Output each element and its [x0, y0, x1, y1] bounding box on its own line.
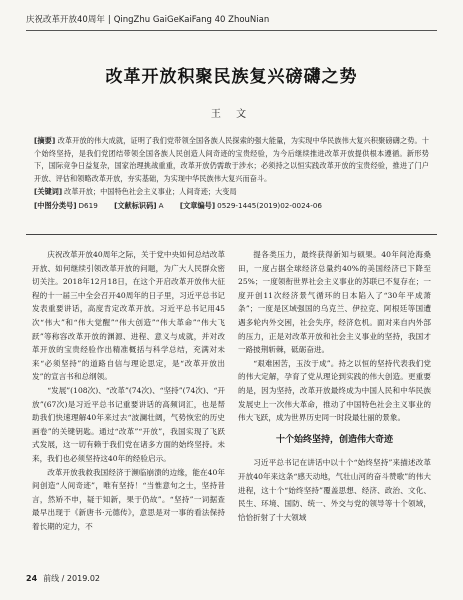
journal-issue: 前线 / 2019.02 [43, 574, 101, 583]
abstract-divider [26, 234, 437, 235]
paragraph: “艰难困苦，玉汝于成”。持之以恒的坚持代表我们党的伟大定解，孕育了党从理论到实践的伟大创造。更重要的是，因为坚持，改革开放最终成为中国人民和中华民族发展史上一次伟大革命，推动了中国特色社会主义事业的伟大飞跃，成为世界历史同一时段最壮丽的景象。 [238, 358, 431, 423]
article-author: 王 文 [210, 109, 253, 120]
article-title: 改革开放积聚民族复兴磅礴之势 [105, 67, 358, 87]
paragraph: 习近平总书记在讲话中以十个“始终坚持”来描述改革开放40年来这条“感天动地，气壮山河的奋斗赞歌”的伟大进程，这十个“始终坚持”覆盖思想、经济、政治、文化、民生、环境、国防、统一、外交与党的领导等十个领域，恰恰折射了十大领域 [238, 458, 431, 522]
abstract [34, 135, 429, 185]
doc-code: A [158, 200, 164, 210]
classification-row [34, 200, 429, 213]
article-id: 0529-1445(2019)02-0024-06 [217, 200, 322, 210]
column-pinyin: QingZhu GaiGeKaiFang 40 ZhouNian [113, 15, 270, 25]
paragraph: 庆祝改革开放40周年之际，关于党中央如何总结改革开放、如何继续引领改革开放的问题，为广大人民群众密切关注。2018年12月18日，在这个开启改革开放伟大征程的十一届三中全会召开40周年的日子里，习近平总书记发表重要讲话，高度肯定改革开放。习近平总书记用45次“伟大”和“伟大觉醒”“伟大创造”“伟大革命”“伟大飞跃”等称容改革开放的渊源、进程、意义与成就，并对改革开放的宝贵经验作出精准概括与科学总结，充满对未来“必须坚持”的道路自信与理论思定，是“改革开放出发”的宣言书和总纲领。 [32, 250, 225, 382]
paragraph: “发展”(108次)、“改革”(74次)、“坚持”(74次)、“开放”(67次)是习近平总书记重要讲话的高频词汇，也是帮助我们快速理解40年来过去“波澜壮阔，气势恢宏的历史画卷”的关键钥匙。通过“改革”“开放”，我国实现了飞跃式发展，这一切有赖于我们党在诸多方面的始终坚持。未来，我们也必须坚持这40年的经验启示。 [32, 385, 225, 463]
header-separator: | [107, 15, 111, 25]
body-column-left [32, 248, 225, 533]
abstract-label: [摘要] [34, 136, 56, 145]
keywords-row [34, 186, 429, 199]
clc-number: D619 [78, 200, 98, 210]
abstract-text: 改革开放的伟大成就，证明了我们党带领全国各族人民探索的强大能量，为实现中华民族伟大复兴积聚磅礴之势。十个始终坚持，是我们党团结带领全国各族人民创造人间奇迹的宝贵经验，为今后继续推进改革开放提供根本遵循。新形势下，国际竞争日益复杂，国家治理挑战重重，改革开放仍需敢于涉水；必须持之以恒实践改革开放的宝贵经验，推进了门户开放、评估和领略改革开放，夯实基础，为实现中华民族伟大复兴而奋斗。 [34, 136, 429, 183]
section-heading: 十个始终坚持，创造伟大奇迹 [275, 434, 393, 445]
body-column-right [238, 248, 431, 524]
keywords-label: [关键词] [34, 187, 63, 197]
page-number: 24 [26, 574, 38, 583]
page-footer [26, 573, 100, 584]
abstract-block [34, 135, 429, 213]
doc-code-label: [文献标识码] [114, 200, 157, 210]
running-header [26, 10, 437, 31]
article-id-label: [文章编号] [179, 200, 216, 210]
keywords: 改革开放；中国特色社会主义事业；人间奇迹；大变局 [64, 187, 237, 197]
paragraph: 改革开放我救我国经济于濒临崩溃的边缘，能在40年间创造“人间奇迹”，唯有坚持！“当惟意句之士，坚持昔言，然矫不申，疑于知新，果于仍故”。“坚持”一词据查最早出现于《新唐书·元德传》，意思是对一事的看法保持着长期的定力，不 [32, 467, 225, 531]
paragraph: 提各类压力，最终获得新知与硕果。40年间沧海桑田，一度占据全球经济总量约40%的美国经济已下降至25%；一度领衔世界社会主义事业的苏联已不复存在；一度开创11次经济景气循环的日本陷入了“30年平成萧条”；一度是区域强国的乌克兰、伊拉克、阿根廷等国遭遇多轮内外交困，社会失序，经济危机。面对来自内外部的压力，正是对改革开放和社会主义事业的坚持，我国才一路披荆斩棘，砥砺奋进。 [238, 250, 431, 355]
clc-label: [中图分类号] [34, 200, 77, 210]
column-name: 庆祝改革开放40周年 [26, 15, 105, 25]
